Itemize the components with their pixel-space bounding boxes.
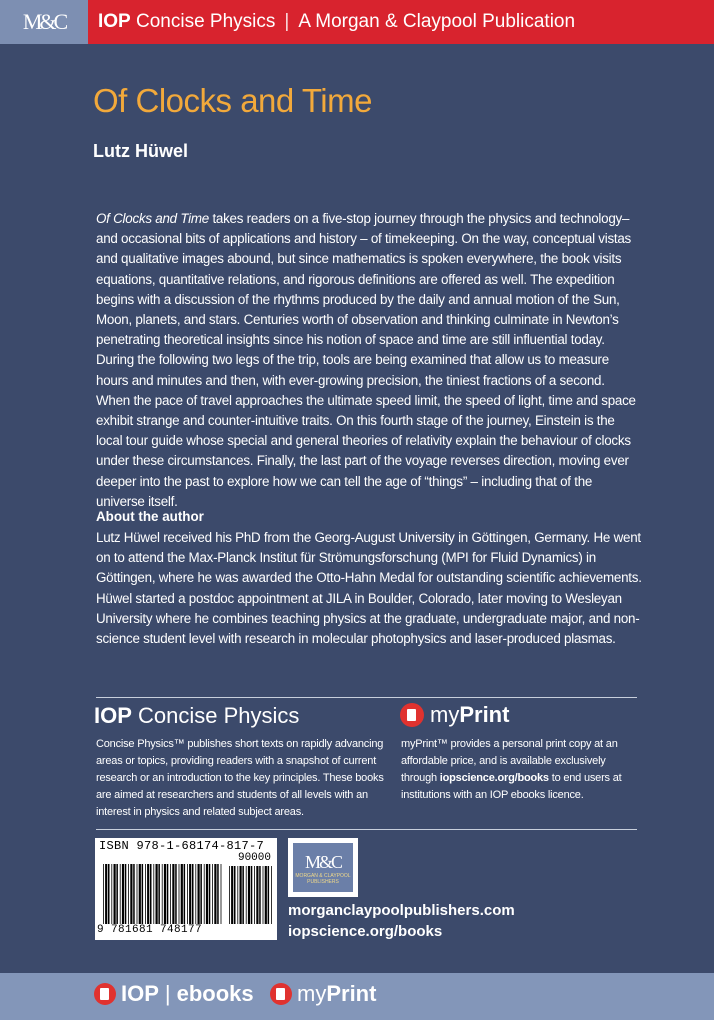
- barcode-bar: [145, 864, 146, 924]
- myprint-icon: [400, 703, 424, 727]
- barcode-bar: [172, 864, 174, 924]
- isbn-text: ISBN 978-1-68174-817-7: [99, 839, 265, 853]
- barcode-bar: [265, 866, 267, 924]
- series-iop: IOP: [98, 11, 131, 32]
- barcode-bar: [133, 864, 135, 924]
- barcode-bar: [170, 864, 171, 924]
- barcode-bar: [147, 864, 149, 924]
- barcode-bar: [164, 864, 166, 924]
- barcode-bar: [242, 866, 244, 924]
- morgan-claypool-logo: [0, 0, 88, 44]
- footer-myprint-icon: [270, 983, 292, 1005]
- barcode-addon-bars: [229, 866, 273, 924]
- barcode-bar: [237, 866, 238, 924]
- barcode-bar: [128, 864, 129, 924]
- barcode-bar: [130, 864, 132, 924]
- iop-icon: [94, 983, 116, 1005]
- series-header-text: [98, 11, 575, 33]
- about-author-heading: About the author: [96, 509, 204, 524]
- barcode-bar: [229, 866, 230, 924]
- blurb-text: takes readers on a five-stop journey through the physics and technology– and occasional bits of applications and history – of timekeeping. On the way, conceptual vistas and qualitative images abound, but since mathematics is spoken everywhere, the book visits equations, quantitative relations, and rigorous definitions are offered as well. The expedition begins with a discussion of the rhythms produced by the daily and annual motion of the Sun, Moon, planets, and stars. Centuries worth of observation and thinking culminate in Newton’s penetrating theoretical insights since his notion of space and time are still influential today. During the following two legs of the trip, tools are being examined that allow us to measure hours and minutes and then, with ever-growing precision, the tiniest fractions of a second. When the pace of travel approaches the ultimate speed limit, the speed of light, time and space exhibit strange and counter-intuitive traits. On this fourth stage of the journey, Einstein is the local tour guide whose special and general theories of relativity explain the behaviour of clocks under these circumstances. Finally, the last part of the voyage reverses direction, moving ever deeper into the past to explore how we can tell the age of “things” – including that of the universe itself.: [96, 211, 636, 509]
- header-separator: |: [284, 11, 290, 32]
- isbn-barcode: [95, 838, 277, 940]
- myprint-brand-light: my: [430, 702, 460, 727]
- barcode-bar: [214, 864, 216, 924]
- barcode-bar: [175, 864, 177, 924]
- footer-myprint: [270, 981, 376, 1007]
- about-author-text: Lutz Hüwel received his PhD from the Georg-August University in Göttingen, Germany. He went on to attend the Max-Planck Institut für Strömungsforschung (MPI for Fluid Dynamics) in Göttingen, where he was awarded the Otto-Hahn Medal for outstanding scientific achievements. Hüwel started a postdoc appointment at JILA in Boulder, Colorado, later moving to Wesleyan University where he combines teaching physics at the graduate, undergraduate major, and non-science student level with research in molecular photophysics and laser-produced plasmas.: [96, 530, 642, 647]
- barcode-bar: [256, 866, 258, 924]
- barcode-bar: [142, 864, 144, 924]
- barcode-bar: [125, 864, 127, 924]
- barcode-bar: [195, 864, 196, 924]
- footer-print-label: Print: [326, 981, 377, 1006]
- footer-iop-ebooks: [94, 981, 254, 1007]
- publisher-logo-name: MORGAN & CLAYPOOL PUBLISHERS: [295, 872, 351, 885]
- footer-my-label: my: [297, 981, 327, 1006]
- barcode-bar: [179, 864, 180, 924]
- myprint-desc-post: to end users at institutions with an IOP ebooks licence.: [401, 772, 622, 801]
- series-header-bar: [0, 0, 714, 44]
- barcode-bar: [150, 864, 152, 924]
- barcode-digits: 9 781681 748177: [97, 924, 203, 936]
- barcode-bar: [184, 864, 186, 924]
- divider-bottom: [96, 829, 637, 830]
- barcode-bar: [206, 864, 208, 924]
- book-blurb: [96, 209, 642, 512]
- barcode-bar: [248, 866, 250, 924]
- iopscience-url: iopscience.org/books: [288, 923, 443, 940]
- barcode-bar: [120, 864, 121, 924]
- barcode-bar: [217, 864, 219, 924]
- barcode-bar: [108, 864, 110, 924]
- iop-brand-bold: IOP: [94, 703, 132, 728]
- logo-mark: M&C: [22, 9, 66, 34]
- barcode-bar: [209, 864, 211, 924]
- divider-top: [96, 697, 637, 698]
- barcode-bar: [268, 866, 270, 924]
- barcode-bar: [105, 864, 107, 924]
- iop-concise-physics-brand: [94, 703, 299, 729]
- blurb-title-italic: Of Clocks and Time: [96, 211, 209, 226]
- barcode-bar: [153, 864, 154, 924]
- barcode-bar: [259, 866, 261, 924]
- barcode-bar: [181, 864, 183, 924]
- barcode-bar: [162, 864, 163, 924]
- barcode-bar: [122, 864, 124, 924]
- barcode-bar: [231, 866, 233, 924]
- footer-separator: |: [164, 981, 171, 1006]
- barcode-bar: [116, 864, 118, 924]
- barcode-bar: [271, 866, 272, 924]
- footer-bar: [0, 973, 714, 1020]
- barcode-bar: [240, 866, 242, 924]
- barcode-bar: [204, 864, 205, 924]
- myprint-desc-pre: myPrint™ provides a personal print copy at an affordable price, and is available exclusively through: [401, 738, 618, 784]
- barcode-bar: [192, 864, 194, 924]
- iop-description: Concise Physics™ publishes short texts on rapidly advancing areas or topics, providing readers with a snapshot of current research or an introduction to the key principles. These books are aimed at researchers and students of all levels with an interest in physics and related subject areas.: [96, 738, 384, 818]
- myprint-brand: [400, 702, 509, 728]
- barcode-bar: [189, 864, 191, 924]
- barcode-bar: [139, 864, 141, 924]
- series-name: Concise Physics: [130, 11, 276, 32]
- publisher-logo-mark: M&C: [304, 851, 341, 872]
- publisher-logo: [288, 838, 358, 897]
- barcode-bar: [246, 866, 247, 924]
- footer-iop-label: IOP: [121, 981, 159, 1006]
- barcode-bar: [137, 864, 138, 924]
- myprint-desc-link: iopscience.org/books: [439, 772, 549, 784]
- barcode-bar: [156, 864, 158, 924]
- barcode-bar: [212, 864, 213, 924]
- barcode-bar: [167, 864, 169, 924]
- barcode-bar: [114, 864, 116, 924]
- publication-label: A Morgan & Claypool Publication: [298, 11, 576, 32]
- barcode-addon: 90000: [237, 852, 271, 864]
- barcode-bar: [254, 866, 255, 924]
- book-title: Of Clocks and Time: [93, 82, 372, 119]
- footer-ebooks-label: ebooks: [176, 981, 254, 1006]
- barcode-bar: [200, 864, 202, 924]
- barcode-bar: [111, 864, 112, 924]
- barcode-bar: [187, 864, 188, 924]
- barcode-bar: [158, 864, 160, 924]
- barcode-bar: [198, 864, 200, 924]
- barcode-bar: [221, 864, 222, 924]
- myprint-description: [401, 736, 641, 804]
- barcode-bar: [234, 866, 236, 924]
- barcode-bar: [263, 866, 264, 924]
- barcode-bar: [251, 866, 253, 924]
- barcode-bar: [103, 864, 104, 924]
- barcode-bars: [103, 864, 223, 924]
- publisher-url: morganclaypoolpublishers.com: [288, 902, 515, 919]
- iop-brand-rest: Concise Physics: [131, 703, 300, 728]
- book-author: Lutz Hüwel: [93, 141, 188, 161]
- myprint-brand-bold: Print: [459, 702, 510, 727]
